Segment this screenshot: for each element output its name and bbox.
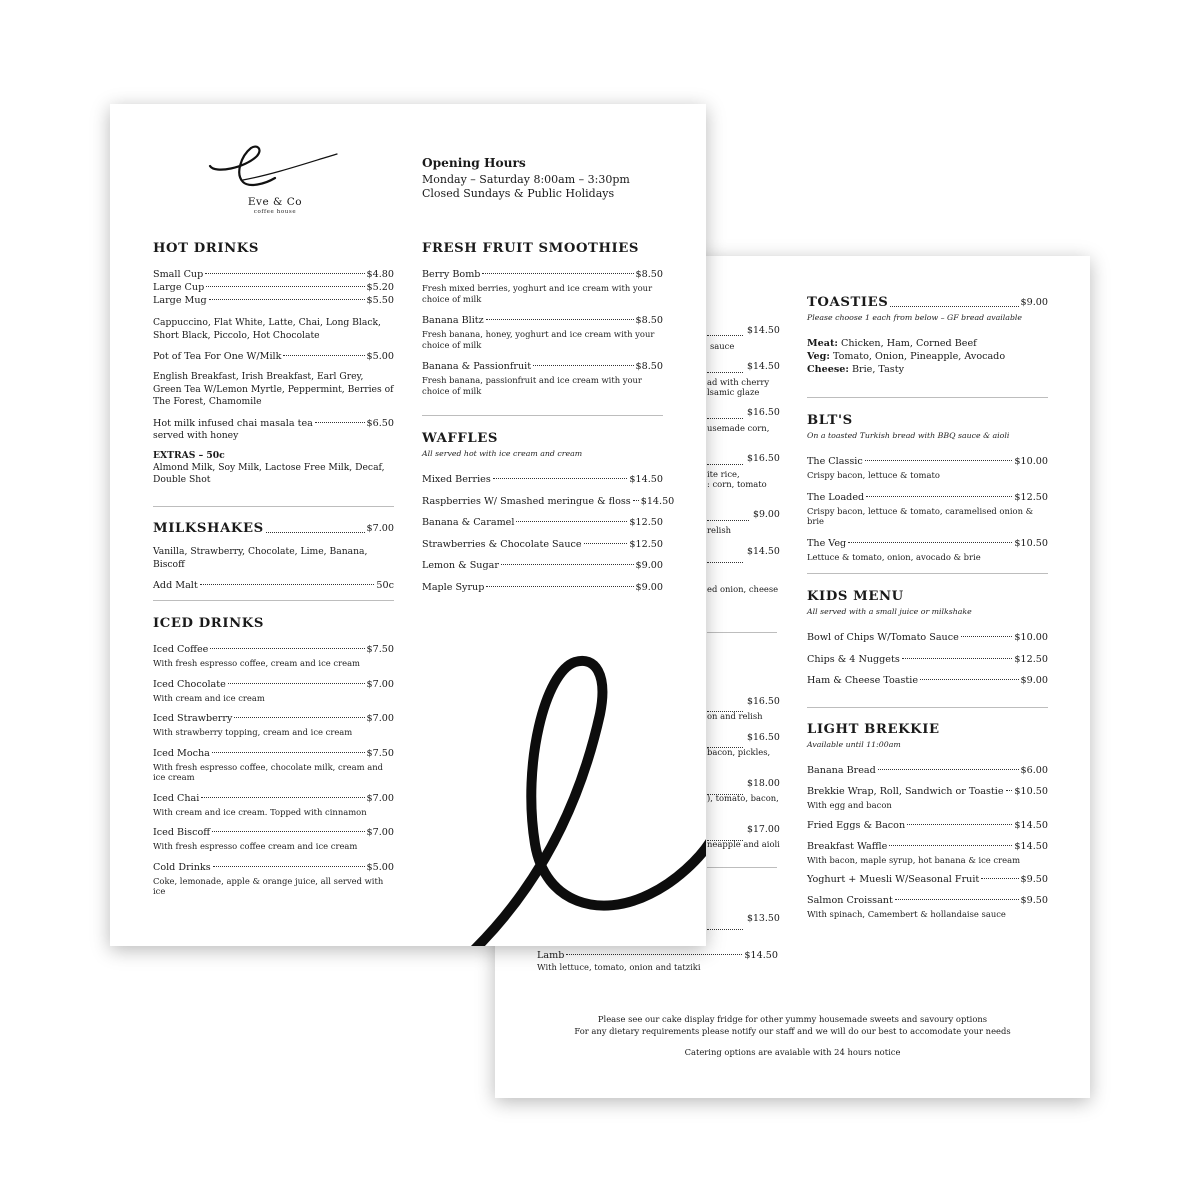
dot-leader — [516, 521, 627, 522]
desc-fragment: usemade corn, — [707, 423, 770, 433]
menu-item — [807, 631, 1048, 644]
item-price: $9.00 — [1020, 297, 1048, 308]
section-toasties — [807, 296, 1048, 376]
item-price: $9.00 — [1020, 675, 1048, 686]
dot-leader — [213, 866, 365, 867]
section-title: MILKSHAKES — [153, 521, 264, 536]
section-smoothies — [422, 241, 663, 396]
dot-leader — [486, 586, 633, 587]
item-name: Banana Bread — [807, 765, 876, 776]
option-label: Meat: — [807, 338, 838, 349]
item-description: With bacon, maple syrup, hot banana & ice cream — [807, 854, 1021, 865]
item-price: $7.00 — [366, 713, 394, 724]
item-name: Iced Strawberry — [153, 713, 233, 724]
brand-tagline: coffee house — [253, 209, 297, 215]
menu-item — [422, 360, 663, 396]
dot-leader — [1006, 790, 1013, 791]
item-name: The Classic — [807, 456, 863, 467]
tea-list: English Breakfast, Irish Breakfast, Earl Grey, Green Tea W/Lemon Myrtle, Peppermint, Berries of The Forest, Chamomile — [153, 371, 394, 407]
item-description: Coke, lemonade, apple & orange juice, all served with ice — [153, 875, 384, 896]
menu-item — [153, 861, 394, 897]
item-name: Brekkie Wrap, Roll, Sandwich or Toastie — [807, 786, 1004, 797]
menu-item — [807, 894, 1048, 920]
desc-fragment: ad with cherry — [707, 377, 770, 387]
item-name: Banana Blitz — [422, 315, 484, 326]
item-name: Large Mug — [153, 295, 207, 306]
dot-leader — [212, 752, 365, 753]
option-values: Tomato, Onion, Pineapple, Avocado — [832, 351, 1006, 362]
opening-hours-line: Monday – Saturday 8:00am – 3:30pm — [422, 173, 630, 186]
brand-logo — [205, 144, 345, 219]
dot-leader — [210, 648, 364, 649]
item-price: $8.50 — [635, 315, 663, 326]
menu-item — [422, 495, 675, 508]
item-price: $7.50 — [366, 747, 394, 759]
menu-footer — [535, 1014, 1050, 1059]
menu-item — [153, 826, 394, 852]
menu-item-lamb — [537, 949, 778, 973]
item-name: Strawberries & Chocolate Sauce — [422, 538, 582, 550]
item-description: With fresh espresso coffee, chocolate milk, cream and ice cream — [153, 761, 383, 782]
price-fragment: $14.50 — [747, 325, 780, 336]
item-price: $9.50 — [1020, 895, 1048, 906]
item-price: $7.00 — [366, 827, 394, 838]
dot-leader — [920, 679, 1019, 680]
item-price: $6.50 — [366, 417, 394, 429]
item-list — [807, 455, 1048, 562]
menu-item — [807, 537, 1048, 563]
item-price: $12.50 — [1014, 653, 1048, 665]
item-description: With spinach, Camembert & hollandaise sauce — [807, 909, 1006, 919]
dot-leader — [889, 845, 1012, 846]
item-name: Hot milk infused chai masala tea — [153, 417, 313, 429]
item-description: With fresh espresso coffee, cream and ice cream — [153, 658, 360, 668]
dot-leader — [961, 636, 1013, 637]
item-price: $14.50 — [1014, 840, 1048, 852]
menu-item — [807, 674, 1048, 687]
dot-leader — [234, 717, 364, 718]
menu-item — [422, 314, 663, 350]
item-price: $8.50 — [635, 361, 663, 372]
section-waffles — [422, 431, 675, 594]
item-price: $9.50 — [1020, 874, 1048, 885]
menu-item — [422, 538, 663, 551]
dot-leader — [866, 496, 1012, 497]
item-list — [807, 631, 1048, 687]
menu-item — [153, 792, 394, 818]
section-title: KIDS MENU — [807, 589, 904, 604]
dot-leader — [865, 460, 1013, 461]
desc-fragment: bacon, pickles, — [707, 747, 771, 757]
coffee-list: Cappuccino, Flat White, Latte, Chai, Long Black, Short Black, Piccolo, Hot Chocolate — [153, 317, 381, 341]
menu-page-front — [110, 104, 706, 946]
item-name: Iced Chai — [153, 792, 200, 804]
item-name: The Loaded — [807, 491, 865, 503]
item-list — [807, 764, 1048, 920]
item-price: $5.00 — [366, 861, 394, 873]
item-price: $8.50 — [635, 269, 663, 280]
section-light-brekkie — [807, 722, 1048, 920]
price-fragment: $16.50 — [747, 407, 780, 418]
desc-fragment: ed onion, cheese — [707, 584, 779, 594]
section-note: All served with a small juice or milkshake — [807, 607, 972, 616]
item-name: Fried Eggs & Bacon — [807, 819, 906, 831]
price-fragment: $16.50 — [747, 732, 780, 743]
item-description: Crispy bacon, lettuce & tomato, caramelised onion & brie — [807, 505, 1034, 526]
section-note: Available until 11:00am — [807, 740, 901, 749]
item-name: Pot of Tea For One W/Milk — [153, 351, 282, 362]
menu-item — [807, 819, 1048, 832]
item-price: $12.50 — [629, 517, 663, 528]
item-name: Bowl of Chips W/Tomato Sauce — [807, 632, 959, 643]
milkshake-flavours: Vanilla, Strawberry, Chocolate, Lime, Banana, Biscoff — [153, 546, 368, 570]
dot-leader — [228, 683, 365, 684]
dot-leader — [209, 299, 365, 300]
item-description: Lettuce & tomato, onion, avocado & brie — [807, 551, 981, 562]
item-name: Iced Coffee — [153, 644, 209, 655]
section-title: HOT DRINKS — [153, 241, 259, 256]
option-label: Cheese: — [807, 364, 849, 375]
section-kids-menu — [807, 589, 1048, 687]
menu-item — [153, 281, 394, 294]
item-name: Lemon & Sugar — [422, 560, 499, 571]
item-description: With egg and bacon — [807, 800, 892, 810]
item-description: Fresh mixed berries, yoghurt and ice cream with your choice of milk — [422, 283, 653, 304]
item-price: $4.80 — [366, 269, 394, 280]
dot-leader — [201, 797, 364, 798]
section-note: All served hot with ice cream and cream — [422, 449, 583, 458]
item-name: Maple Syrup — [422, 581, 485, 593]
dot-leader — [848, 542, 1012, 543]
menu-item — [422, 559, 663, 572]
item-description: Crispy bacon, lettuce & tomato — [807, 470, 940, 480]
item-price: $7.00 — [366, 523, 394, 534]
dot-leader — [486, 319, 634, 320]
item-description: With lettuce, tomato, onion and tatziki — [537, 962, 701, 972]
footer-line: Please see our cake display fridge for other yummy housemade sweets and savoury options — [597, 1014, 988, 1024]
section-title: ICED DRINKS — [153, 616, 264, 631]
item-name: Iced Biscoff — [153, 827, 211, 838]
item-name: Berry Bomb — [422, 269, 481, 280]
item-price: $12.50 — [629, 538, 663, 550]
extras-list: Almond Milk, Soy Milk, Lactose Free Milk, Decaf, Double Shot — [153, 461, 385, 485]
menu-item — [153, 678, 394, 704]
menu-item — [422, 581, 663, 594]
section-milkshakes — [153, 522, 394, 592]
price-fragment: $9.00 — [753, 509, 780, 520]
section-note: Please choose 1 each from below – GF bread available — [807, 313, 1023, 322]
section-blts — [807, 413, 1048, 562]
dot-leader — [205, 273, 364, 274]
desc-fragment: ), tomato, bacon, — [707, 793, 779, 803]
item-price: $5.50 — [366, 295, 394, 306]
item-price: $7.00 — [366, 678, 394, 690]
item-price: $9.00 — [635, 560, 663, 571]
menu-item — [422, 516, 663, 529]
dot-leader — [584, 543, 628, 544]
dot-leader — [633, 500, 639, 501]
menu-item — [807, 653, 1048, 666]
menu-item — [153, 268, 394, 281]
menu-item — [422, 268, 663, 304]
item-description: With cream and ice cream. Topped with cinnamon — [153, 806, 367, 817]
desc-fragment: neapple and aioli — [707, 839, 780, 849]
menu-item — [153, 643, 394, 669]
item-list — [422, 268, 663, 396]
item-name: Add Malt — [153, 580, 198, 591]
item-price: $5.20 — [366, 282, 394, 293]
dot-leader — [895, 899, 1019, 900]
cursive-e-logo-icon — [205, 144, 345, 204]
item-price: $14.50 — [629, 474, 663, 485]
opening-hours-title: Opening Hours — [422, 156, 526, 170]
menu-item — [807, 873, 1048, 886]
footer-line: For any dietary requirements please notify our staff and we will do our best to accomodate your needs — [574, 1025, 1011, 1036]
desc-fragment: : corn, tomato — [707, 479, 767, 489]
dot-leader — [907, 824, 1012, 825]
item-price: $14.50 — [744, 950, 778, 961]
section-note: On a toasted Turkish bread with BBQ sauce & aioli — [807, 431, 1010, 440]
section-title: TOASTIES — [807, 295, 889, 310]
dot-leader — [493, 478, 628, 479]
item-price: $10.00 — [1014, 456, 1048, 467]
extras-title: EXTRAS – 50c — [153, 449, 225, 461]
opening-hours-line: Closed Sundays & Public Holidays — [422, 187, 615, 200]
price-fragment: $17.00 — [747, 824, 780, 835]
item-name: Ham & Cheese Toastie — [807, 675, 919, 686]
footer-line: Catering options are avaiable with 24 hours notice — [684, 1047, 901, 1057]
item-name: Iced Chocolate — [153, 678, 226, 690]
item-name: Yoghurt + Muesli W/Seasonal Fruit — [807, 874, 980, 885]
item-name: Cold Drinks — [153, 861, 211, 873]
item-description: With strawberry topping, cream and ice cream — [153, 727, 353, 737]
menu-item — [153, 747, 394, 783]
item-price: $10.50 — [1014, 786, 1048, 797]
section-iced-drinks — [153, 616, 394, 897]
dot-leader — [902, 658, 1013, 659]
item-price: $10.00 — [1014, 632, 1048, 643]
item-name: Raspberries W/ Smashed meringue & floss — [422, 495, 631, 507]
item-name: The Veg — [807, 537, 847, 549]
section-title: LIGHT BREKKIE — [807, 722, 940, 737]
option-values: Chicken, Ham, Corned Beef — [840, 338, 977, 349]
item-list — [422, 473, 675, 594]
desc-fragment: lsamic glaze — [707, 387, 760, 397]
item-description: served with honey — [153, 429, 239, 441]
item-price: $14.50 — [640, 495, 675, 507]
dot-leader — [981, 878, 1018, 879]
dot-leader — [482, 273, 633, 274]
menu-item — [153, 712, 394, 738]
item-name: Small Cup — [153, 269, 204, 280]
menu-item — [807, 840, 1048, 866]
desc-fragment: on and relish — [707, 711, 763, 721]
dot-leader — [501, 564, 634, 565]
desc-fragment: relish — [707, 525, 732, 535]
item-list — [153, 268, 394, 307]
item-price: $7.50 — [366, 644, 394, 655]
item-price: $9.00 — [635, 581, 663, 593]
desc-fragment: ite rice, — [707, 469, 740, 479]
item-description: Fresh banana, honey, yoghurt and ice cream with your choice of milk — [422, 329, 655, 350]
item-list — [153, 643, 394, 897]
item-price: 50c — [376, 580, 394, 591]
section-title: BLT'S — [807, 413, 853, 428]
item-description: With fresh espresso coffee cream and ice cream — [153, 841, 358, 851]
item-name: Banana & Caramel — [422, 517, 515, 528]
decorative-script-e-icon — [450, 644, 706, 946]
brand-name: Eve & Co — [247, 196, 303, 208]
dot-leader — [533, 365, 633, 366]
option-label: Veg: — [807, 351, 830, 362]
menu-item — [807, 491, 1048, 527]
item-price: $7.00 — [366, 792, 394, 804]
section-title: WAFFLES — [422, 431, 498, 446]
dot-leader — [206, 286, 364, 287]
price-fragment: $14.50 — [747, 546, 780, 557]
item-description: Fresh banana, passionfruit and ice cream with your choice of milk — [422, 375, 642, 396]
price-fragment: $18.00 — [747, 778, 780, 789]
item-price: $6.00 — [1020, 765, 1048, 776]
menu-item — [807, 455, 1048, 481]
menu-item — [807, 785, 1048, 811]
item-price: $14.50 — [1014, 819, 1048, 831]
item-price: $12.50 — [1014, 491, 1048, 503]
opening-hours — [422, 156, 662, 201]
item-name: Breakfast Waffle — [807, 840, 888, 852]
menu-item — [422, 473, 663, 486]
item-name: Salmon Croissant — [807, 895, 893, 906]
item-name: Lamb — [537, 950, 565, 961]
dot-leader — [212, 831, 364, 832]
item-price: $5.00 — [366, 351, 394, 362]
item-name: Mixed Berries — [422, 474, 491, 485]
option-values: Brie, Tasty — [851, 364, 904, 375]
desc-fragment: sauce — [710, 341, 735, 351]
item-name: Large Cup — [153, 282, 205, 293]
item-description: With cream and ice cream — [153, 692, 265, 703]
item-name: Chips & 4 Nuggets — [807, 653, 900, 665]
price-fragment: $16.50 — [747, 696, 780, 707]
item-price: $10.50 — [1014, 537, 1048, 549]
section-title: FRESH FRUIT SMOOTHIES — [422, 241, 640, 256]
section-hot-drinks — [153, 241, 394, 487]
price-fragment: $16.50 — [747, 453, 780, 464]
dot-leader — [878, 769, 1019, 770]
item-name: Banana & Passionfruit — [422, 361, 532, 372]
menu-item — [807, 764, 1048, 777]
toastie-options — [807, 337, 1048, 376]
price-fragment: $14.50 — [747, 361, 780, 372]
item-name: Iced Mocha — [153, 747, 210, 759]
price-fragment: $13.50 — [747, 913, 780, 924]
menu-item — [153, 294, 394, 307]
